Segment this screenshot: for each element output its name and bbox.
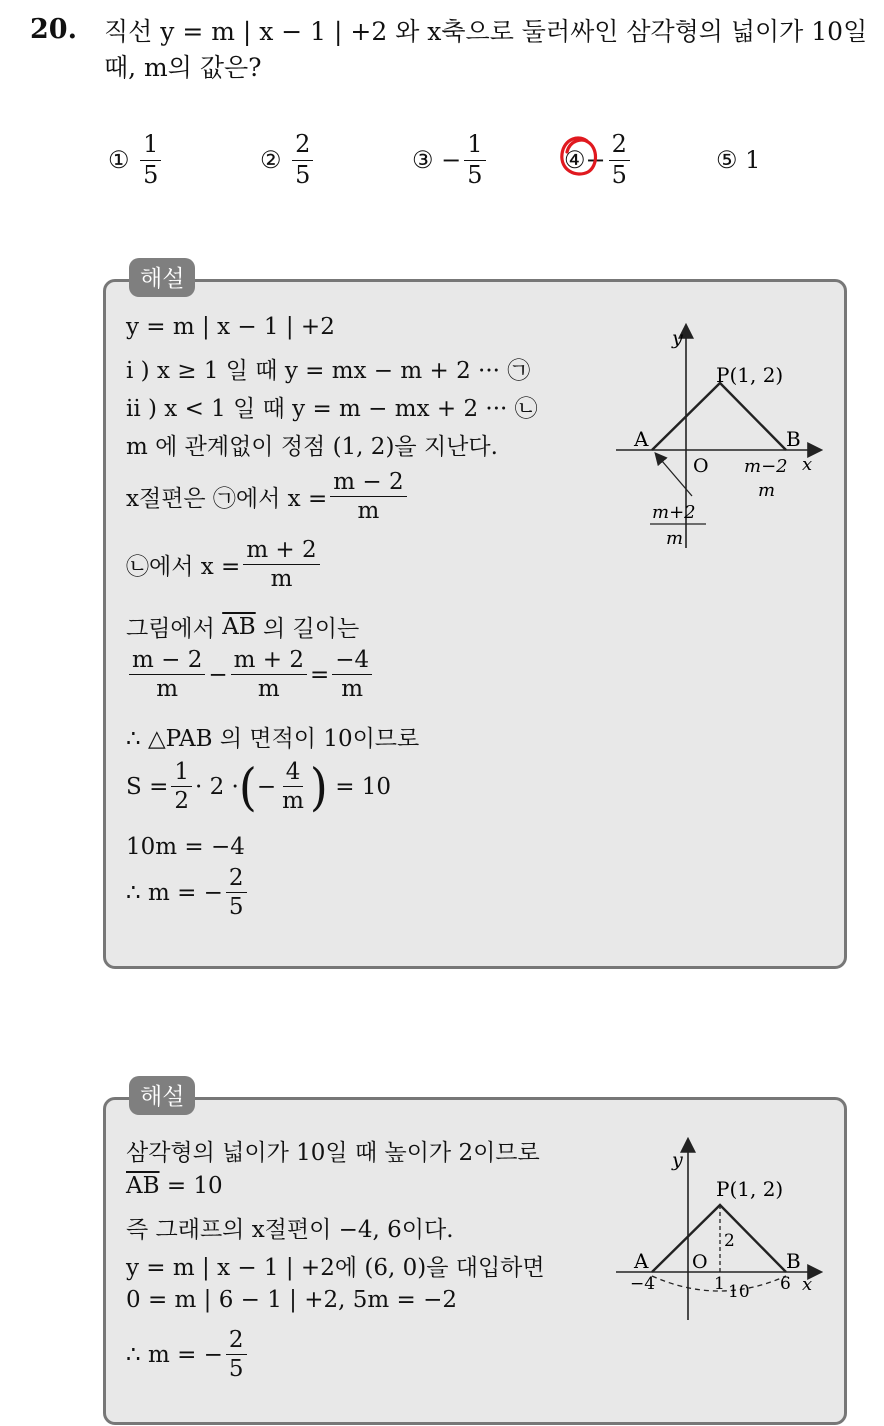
a-label: A (634, 1249, 649, 1273)
choice-fraction: $\frac{2}{5}$ (609, 132, 630, 187)
question-text (104, 14, 874, 86)
sol1-line-10: S = $\frac{1}{2}$ · 2 · ( − $\frac{4}{m}$ ) = 10 (126, 756, 392, 817)
graph-2 (600, 1134, 830, 1324)
fraction: $\frac{4}{m}$ (282, 759, 304, 815)
fraction: $\frac{m + 2}{m}$ (231, 648, 307, 701)
sol2-line-2: $\overline{AB}$ = 10 (126, 1173, 223, 1199)
fraction: $\frac{m - 2}{m}$ (129, 648, 205, 701)
a-coord-num: m+2 (652, 502, 696, 523)
origin-label: O (692, 1251, 708, 1273)
p-label: P(1, 2) (716, 363, 784, 387)
height-label: 2 (724, 1231, 735, 1251)
sol1-line-6: ㉡에서 x = $\frac{m + 2}{m}$ (126, 538, 323, 591)
fraction: $\frac{1}{2}$ (171, 760, 192, 813)
tick-neg4: −4 (630, 1274, 656, 1294)
choice-marker: ⑤ (716, 146, 738, 174)
fraction: $\frac{2}{5}$ (226, 866, 247, 919)
answer-choices (108, 128, 868, 192)
sol1-line-3: ii ) x < 1 일 때 y = m − mx + 2 ··· ㉡ (126, 396, 538, 422)
choice-fraction: $\frac{1}{5}$ (464, 132, 485, 187)
a-coord-den: m (666, 528, 684, 549)
base-length-label: 10 (728, 1282, 750, 1302)
choice-value: 1 (745, 146, 761, 174)
choice-4[interactable] (564, 128, 633, 192)
choice-1[interactable] (108, 128, 164, 192)
question-number: 20. (30, 14, 77, 45)
choice-marker: ④ (564, 146, 586, 174)
fraction: $\frac{m - 2}{m}$ (330, 470, 406, 523)
p-label: P(1, 2) (716, 1177, 784, 1201)
choice-2[interactable] (260, 128, 316, 192)
sol2-line-3: 즉 그래프의 x절편이 −4, 6이다. (126, 1217, 454, 1243)
sol2-line-5: 0 = m | 6 − 1 | +2, 5m = −2 (126, 1287, 458, 1313)
question-line-2: 때, m의 값은? (104, 53, 262, 82)
choice-marker: ② (260, 146, 282, 174)
sol1-line-8: $\frac{m - 2}{m}$ − $\frac{m + 2}{m}$ = $\frac{-4}{m}$ (126, 648, 375, 701)
sol1-line-1: y = m | x − 1 | +2 (126, 314, 335, 340)
b-coord-den: m (758, 480, 776, 501)
segment-ab: $\overline{AB}$ (126, 1173, 160, 1199)
b-label: B (786, 427, 801, 451)
choice-5[interactable] (716, 128, 760, 192)
sol2-line-4: y = m | x − 1 | +2에 (6, 0)을 대입하면 (126, 1255, 545, 1281)
sol1-line-11: 10m = −4 (126, 834, 245, 860)
sol1-line-4: m 에 관계없이 정점 (1, 2)을 지난다. (126, 434, 498, 460)
fraction: $\frac{2}{5}$ (226, 1328, 247, 1381)
segment-ab: $\overline{AB}$ (222, 613, 256, 640)
fraction: $\frac{-4}{m}$ (332, 648, 372, 701)
b-label: B (786, 1249, 801, 1273)
tick-1: 1 (714, 1274, 725, 1294)
y-label: y (672, 1149, 683, 1171)
origin-label: O (693, 455, 709, 477)
sol1-line-7: 그림에서 $\overline{AB}$ 의 길이는 (126, 613, 360, 642)
solution-tag-1: 해설 (129, 258, 195, 297)
sol1-line-2: i ) x ≥ 1 일 때 y = mx − m + 2 ··· ㉠ (126, 358, 531, 384)
choice-3[interactable] (412, 128, 489, 192)
x-label: x (802, 454, 813, 475)
choice-fraction: $\frac{2}{5}$ (292, 132, 313, 187)
sol1-line-9: ∴ △PAB 의 면적이 10이므로 (126, 726, 420, 752)
fraction: $\frac{m + 2}{m}$ (243, 538, 319, 591)
choice-fraction: $\frac{1}{5}$ (140, 132, 161, 187)
selected-answer-circle-icon (558, 132, 600, 182)
sol2-line-1: 삼각형의 넓이가 10일 때 높이가 2이므로 (126, 1140, 540, 1166)
choice-sign: − (441, 146, 462, 174)
solution-tag-2: 해설 (129, 1076, 195, 1115)
graph-lines (652, 1205, 786, 1272)
sol1-line-5: x절편은 ㉠에서 x = $\frac{m - 2}{m}$ (126, 470, 410, 523)
x-label: x (802, 1274, 813, 1295)
sol2-line-6: ∴ m = − $\frac{2}{5}$ (126, 1328, 250, 1381)
choice-marker: ① (108, 146, 130, 174)
a-label: A (634, 427, 649, 451)
y-label: y (672, 327, 683, 349)
graph-lines (652, 383, 786, 450)
choice-marker: ③ (412, 146, 434, 174)
tick-6: 6 (780, 1274, 791, 1294)
choice-sign: − (585, 146, 606, 174)
graph-1 (600, 316, 830, 556)
b-coord-num: m−2 (744, 456, 788, 477)
sol1-line-12: ∴ m = − $\frac{2}{5}$ (126, 866, 250, 919)
question-line-1: 직선 y = m | x − 1 | +2 와 x축으로 둘러싸인 삼각형의 넓이가 10일 (104, 17, 868, 46)
